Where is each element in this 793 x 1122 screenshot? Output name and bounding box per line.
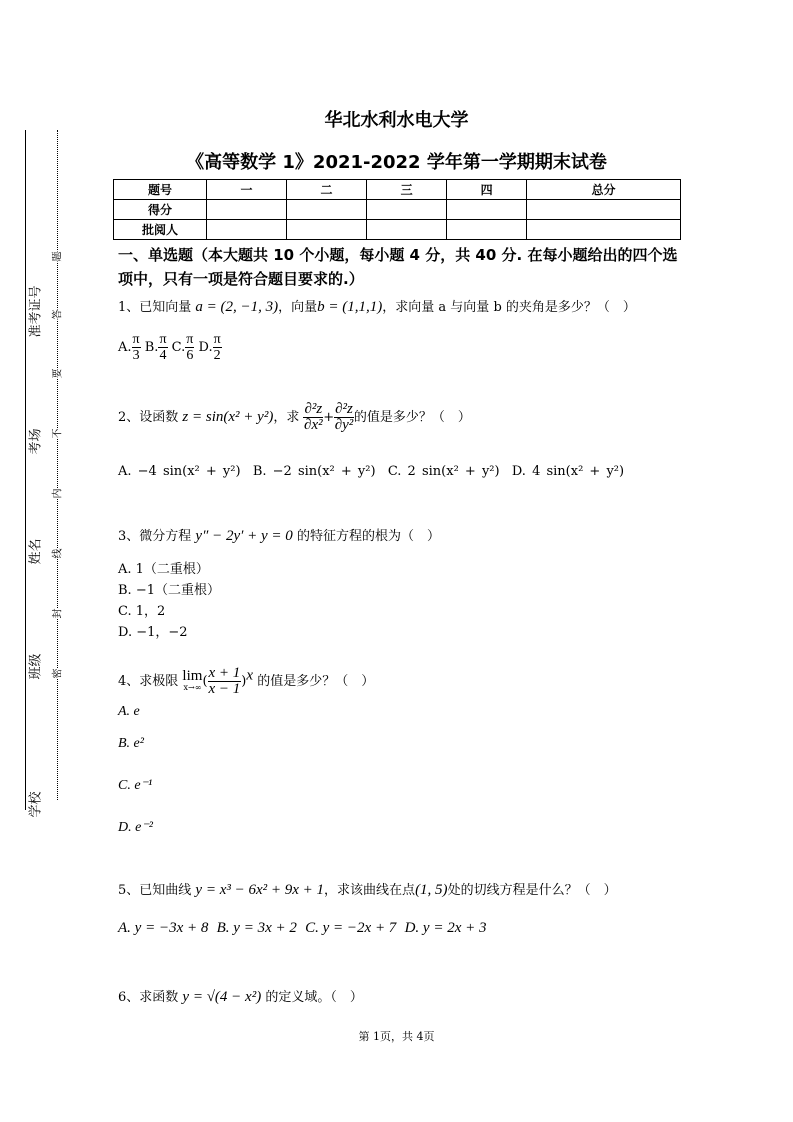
lim-sub: x→∞ <box>183 682 202 692</box>
seal-char: 线 <box>49 549 64 559</box>
seal-char: 封 <box>49 609 64 619</box>
field-school: 学校 <box>28 791 44 818</box>
seal-char: 题 <box>49 252 64 262</box>
q-text: ，求该曲线在点 <box>324 883 416 898</box>
option: C. 2 sin(x² + y²) <box>387 464 500 479</box>
q-text: 的值是多少？（ ） <box>353 410 471 425</box>
header-cell: 题号 <box>114 180 207 200</box>
score-cell[interactable] <box>367 200 447 220</box>
frac-den: 6 <box>186 348 194 363</box>
q-text: 的特征方程的根为（ ） <box>296 529 440 544</box>
score-table <box>113 179 681 240</box>
option: B. −1（二重根） <box>118 583 220 598</box>
row-label: 得分 <box>114 200 207 220</box>
header-cell: 三 <box>367 180 447 200</box>
header-cell: 四 <box>447 180 527 200</box>
question-6 <box>118 986 363 1006</box>
exam-title: 《高等数学 1》2021-2022 学年第一学期期末试卷 <box>186 152 607 173</box>
option: D. y = 2x + 3 <box>404 920 487 936</box>
row-label: 批阅人 <box>114 220 207 240</box>
option-label: B. <box>144 340 159 355</box>
question-4: 4、求极限 lim x→∞ ( $\frac{x + 1}{x - 1}$ )$^x$ 的值是多少？（ ） <box>118 665 375 697</box>
q-math: a = (2, −1, 3) <box>195 299 279 315</box>
frac-den: x − 1 <box>208 681 241 697</box>
q-text: ，求向量 a 与向量 b 的夹角是多少？（ ） <box>382 300 636 315</box>
field-class: 班级 <box>28 653 44 680</box>
option: B. −2 sin(x² + y²) <box>252 464 376 479</box>
header-cell: 二 <box>287 180 367 200</box>
score-cell[interactable] <box>447 200 527 220</box>
option: C. e⁻¹ <box>118 778 153 793</box>
university-title: 华北水利水电大学 <box>324 110 469 131</box>
seal-char: 不 <box>49 429 64 439</box>
option: A. 1（二重根） <box>118 562 209 577</box>
section-heading: 一、单选题（本大题共 10 个小题，每小题 4 分，共 40 分. 在每小题给出的四个选项中，只有一项是符合题目要求的.） <box>118 246 678 288</box>
q-text: ，求 <box>273 410 300 425</box>
option: B. e² <box>118 736 144 751</box>
q-math: b = (1,1,1) <box>317 299 383 315</box>
q-text: 处的切线方程是什么？（ ） <box>447 883 617 898</box>
option: D. e⁻² <box>118 820 153 835</box>
option: D. 4 sin(x² + y²) <box>511 464 625 479</box>
seal-char: 内 <box>49 489 64 499</box>
question-2-options <box>118 464 624 479</box>
header-cell: 一 <box>207 180 287 200</box>
header-cell: 总分 <box>527 180 681 200</box>
q-text: 2、设函数 <box>118 410 179 425</box>
option: D. −1，−2 <box>118 625 188 640</box>
option: A. −4 sin(x² + y²) <box>118 464 241 479</box>
score-cell[interactable] <box>527 200 681 220</box>
lim: lim <box>182 667 203 684</box>
grader-cell[interactable] <box>447 220 527 240</box>
field-name: 姓名 <box>28 538 44 565</box>
seal-char: 答 <box>49 310 64 320</box>
frac-num: x + 1 <box>208 665 241 681</box>
question-3 <box>118 525 440 545</box>
q-math: y = √(4 − x²) <box>182 989 262 1005</box>
option: A. e <box>118 704 140 719</box>
frac-num: π <box>213 332 221 347</box>
frac-den: 2 <box>213 348 221 363</box>
grader-cell[interactable] <box>527 220 681 240</box>
q-text: 的值是多少？（ ） <box>257 674 375 689</box>
option: C. 1，2 <box>118 604 166 619</box>
frac-den: 4 <box>159 348 167 363</box>
q-text: 4、求极限 <box>118 674 179 689</box>
frac-num: π <box>132 332 140 347</box>
q-text: 3、微分方程 <box>118 529 192 544</box>
q-math: y″ − 2y′ + y = 0 <box>195 528 293 544</box>
q-math: (1, 5) <box>415 882 448 898</box>
seal-char: 要 <box>49 369 64 379</box>
seal-char: 密 <box>49 669 64 679</box>
question-1-options <box>118 332 222 363</box>
q-text: 6、求函数 <box>118 990 179 1005</box>
grader-cell[interactable] <box>207 220 287 240</box>
question-5 <box>118 879 617 899</box>
question-1 <box>118 296 636 316</box>
score-cell[interactable] <box>207 200 287 220</box>
option-label: A. <box>118 340 132 355</box>
option: C. y = −2x + 7 <box>305 920 397 936</box>
q-text: 1、已知向量 <box>118 300 192 315</box>
q-text: 的定义域。（ ） <box>265 990 363 1005</box>
grader-cell[interactable] <box>367 220 447 240</box>
grader-cell[interactable] <box>287 220 367 240</box>
option: A. y = −3x + 8 <box>118 920 209 936</box>
page-footer: 第 1页，共 4页 <box>358 1030 435 1043</box>
seal-dotted-line <box>57 130 58 800</box>
q-text: ，向量 <box>278 300 318 315</box>
field-exam-id: 准考证号 <box>28 285 44 338</box>
option: B. y = 3x + 2 <box>216 920 297 936</box>
question-5-options <box>118 920 486 937</box>
option-label: C. <box>171 340 186 355</box>
field-room: 考场 <box>28 428 44 455</box>
q-math: y = x³ − 6x² + 9x + 1 <box>195 882 325 898</box>
frac-den: 3 <box>132 348 140 363</box>
q-math: z = sin(x² + y²) <box>182 409 274 425</box>
question-2: 2、设函数 z = sin(x² + y²)，求 $\frac{\text{∂²z}}{\text{∂x²}}$ + $\frac{\text{∂²z}}{\text{∂y²}}$ 的值是多少？（ ） <box>118 401 471 433</box>
option-label: D. <box>198 340 213 355</box>
score-cell[interactable] <box>287 200 367 220</box>
frac-num: π <box>159 332 167 347</box>
q-text: 5、已知曲线 <box>118 883 192 898</box>
frac-num: π <box>186 332 194 347</box>
